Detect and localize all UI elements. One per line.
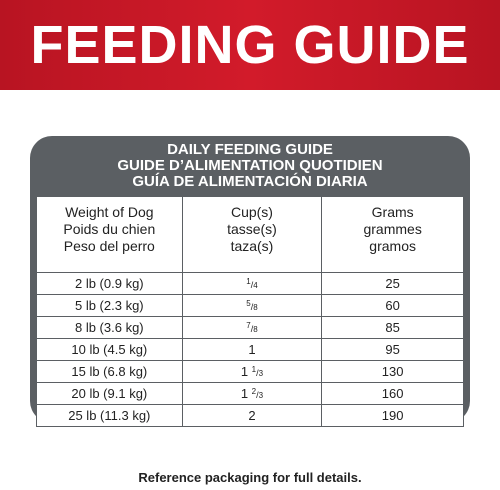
cups-whole: 2 — [248, 408, 256, 423]
header-cups-es: taza(s) — [230, 238, 274, 254]
table-row — [37, 273, 464, 295]
header-weight-es: Peso del perro — [63, 238, 155, 254]
header-cups-en: Cup(s) — [230, 204, 273, 220]
feeding-table-wrapper — [36, 196, 464, 427]
cups-numerator: 5 — [246, 299, 251, 308]
cell-cups — [182, 273, 322, 295]
table-row — [37, 361, 464, 383]
cups-denominator: 8 — [253, 325, 258, 334]
cups-numerator: 2 — [251, 387, 257, 396]
header-weight-fr: Poids du chien — [63, 221, 156, 237]
heading-english: DAILY FEEDING GUIDE — [167, 141, 333, 158]
cell-weight: 15 lb (6.8 kg) — [37, 361, 183, 383]
header-weight — [37, 197, 183, 273]
header-grams — [322, 197, 464, 273]
cell-grams: 85 — [322, 317, 464, 339]
header-grams-en: Grams — [371, 204, 414, 220]
cell-grams: 95 — [322, 339, 464, 361]
fraction-slash: / — [250, 302, 254, 312]
heading-french: GUIDE D’ALIMENTATION QUOTIDIEN — [117, 157, 383, 174]
cups-denominator: 8 — [253, 303, 258, 312]
table-body — [37, 273, 464, 427]
cups-numerator: 7 — [246, 321, 251, 330]
cell-grams: 190 — [322, 405, 464, 427]
fraction-slash: / — [250, 324, 254, 334]
cups-denominator: 3 — [258, 369, 264, 378]
header-weight-en: Weight of Dog — [65, 204, 154, 220]
table-row — [37, 317, 464, 339]
cell-weight: 5 lb (2.3 kg) — [37, 295, 183, 317]
table-row — [37, 405, 464, 427]
cell-cups — [182, 361, 322, 383]
fraction-slash: / — [256, 368, 259, 378]
cell-grams: 130 — [322, 361, 464, 383]
header-cups — [182, 197, 322, 273]
cell-cups — [182, 295, 322, 317]
feeding-table — [36, 196, 464, 427]
cell-grams: 25 — [322, 273, 464, 295]
cups-whole: 1 — [240, 386, 252, 401]
cell-cups — [182, 339, 322, 361]
cell-cups — [182, 383, 322, 405]
header-grams-es: gramos — [369, 238, 416, 254]
cups-denominator: 3 — [258, 391, 264, 400]
cell-weight: 8 lb (3.6 kg) — [37, 317, 183, 339]
cell-grams: 160 — [322, 383, 464, 405]
cups-whole: 1 — [240, 364, 252, 379]
fraction-slash: / — [256, 390, 259, 400]
cups-numerator: 1 — [251, 365, 257, 374]
heading-spanish: GUÍA DE ALIMENTACIÓN DIARIA — [132, 173, 368, 190]
footer-note: Reference packaging for full details. — [138, 470, 362, 485]
page-title: FEEDING GUIDE — [30, 15, 470, 75]
table-header-row — [37, 197, 464, 273]
cell-weight: 2 lb (0.9 kg) — [37, 273, 183, 295]
cups-whole: 1 — [248, 342, 256, 357]
cell-weight: 25 lb (11.3 kg) — [37, 405, 183, 427]
table-row — [37, 339, 464, 361]
cups-numerator: 1 — [246, 277, 251, 286]
fraction-slash: / — [250, 280, 254, 290]
feeding-guide-heading — [30, 142, 470, 190]
table-row — [37, 383, 464, 405]
header-grams-fr: grammes — [363, 221, 422, 237]
cell-weight: 20 lb (9.1 kg) — [37, 383, 183, 405]
header-cups-fr: tasse(s) — [227, 221, 277, 237]
cell-cups — [182, 317, 322, 339]
header-banner — [0, 0, 500, 90]
cell-weight: 10 lb (4.5 kg) — [37, 339, 183, 361]
cups-denominator: 4 — [253, 281, 258, 290]
cell-cups — [182, 405, 322, 427]
table-row — [37, 295, 464, 317]
cell-grams: 60 — [322, 295, 464, 317]
